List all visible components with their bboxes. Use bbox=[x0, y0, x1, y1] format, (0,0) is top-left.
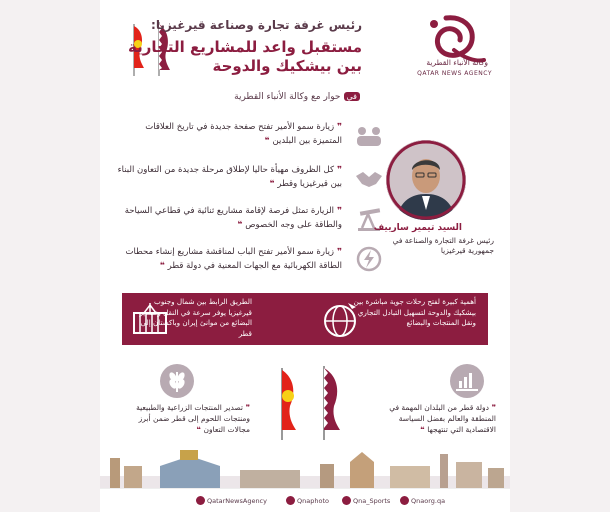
person-role: رئيس غرفة التجارة والصناعة في جمهورية قيرغيزيا bbox=[392, 236, 494, 255]
growth-hand-icon bbox=[450, 364, 484, 398]
footer-photo[interactable]: Qnaphoto bbox=[286, 496, 329, 505]
person-name: السيد تيمير سارييف bbox=[373, 223, 462, 233]
infographic-card bbox=[100, 0, 510, 512]
point-1: ❞ زيارة سمو الأمير تفتح صفحة جديدة في تاريخ العلاقات المتميزة بين البلدين ❝ bbox=[145, 122, 342, 146]
flags-icon bbox=[252, 362, 362, 442]
person-photo-icon bbox=[386, 140, 466, 220]
headline: مستقبل واعد للمشاريع التجارية بين بيشكيك والدوحة bbox=[128, 38, 362, 75]
footer-bar bbox=[100, 488, 510, 512]
kicker-title: رئيس غرفة تجارة وصناعة قيرغيزيا: bbox=[151, 18, 362, 32]
band-text-2: الطريق الرابط بين شمال وجنوب قيرغيزيا يوفر سرعة في النقل وتصدير البضائع من موانئ إيران وباكستان إلى قطر bbox=[139, 297, 252, 338]
footer-social[interactable]: QatarNewsAgency bbox=[196, 496, 267, 505]
qna-logo-icon bbox=[394, 10, 504, 90]
footer-sports[interactable]: Qna_Sports bbox=[342, 496, 390, 505]
lightning-icon bbox=[354, 246, 384, 272]
highlight-band bbox=[122, 293, 488, 345]
bottom-point-export: ❞ تصدير المنتجات الزراعية والطبيعية ومنتجات اللحوم إلى قطر ضمن أبرز مجالات التعاون ❝ bbox=[136, 403, 250, 434]
interview-text: حوار مع وكالة الأنباء القطرية bbox=[234, 92, 341, 102]
cargo-container-icon bbox=[128, 299, 172, 339]
logo-name-ar: وكالة الأنباء القطرية bbox=[426, 58, 488, 67]
logo-name-en: QATAR NEWS AGENCY bbox=[417, 70, 492, 77]
wheat-icon bbox=[160, 364, 194, 398]
web-icon bbox=[400, 496, 409, 505]
interview-line bbox=[234, 92, 360, 102]
footer-web[interactable]: Qnaorg.qa bbox=[400, 496, 445, 505]
bottom-point-qatar: ❞ دولة قطر من البلدان المهمة في المنطقة والعالم بفضل السياسة الاقتصادية التي تنتهجها ❝ bbox=[389, 403, 496, 434]
point-4: ❞ زيارة سمو الأمير تفتح الباب لمناقشة مشاريع إنشاء محطات الطاقة الكهربائية مع الجهات المعنية في دولة قطر ❝ bbox=[125, 247, 342, 271]
handshake-icon bbox=[354, 166, 384, 192]
skyline-illustration bbox=[100, 436, 510, 492]
social-icons bbox=[196, 496, 205, 505]
point-3: ❞ الزيارة تمثل فرصة لإقامة مشاريع ثنائية في قطاعي السياحة والطاقة على وجه الخصوص ❝ bbox=[124, 206, 342, 230]
band-text-1: أهمية كبيرة لفتح رحلات جوية مباشرة بين بيشكيك والدوحة لتسهيل التبادل التجاري ونقل المنتجات والبضائع bbox=[353, 297, 476, 327]
handshake-group-icon bbox=[354, 124, 384, 150]
instagram-icon bbox=[286, 496, 295, 505]
point-2: ❞ كل الظروف مهيأة حاليا لإطلاق مرحلة جديدة من التعاون البناء بين قيرغيزيا وقطر ❝ bbox=[117, 165, 342, 189]
globe-plane-icon bbox=[318, 299, 362, 339]
twitter-icon bbox=[342, 496, 351, 505]
person-portrait bbox=[386, 140, 466, 220]
interview-badge: في bbox=[344, 92, 361, 101]
